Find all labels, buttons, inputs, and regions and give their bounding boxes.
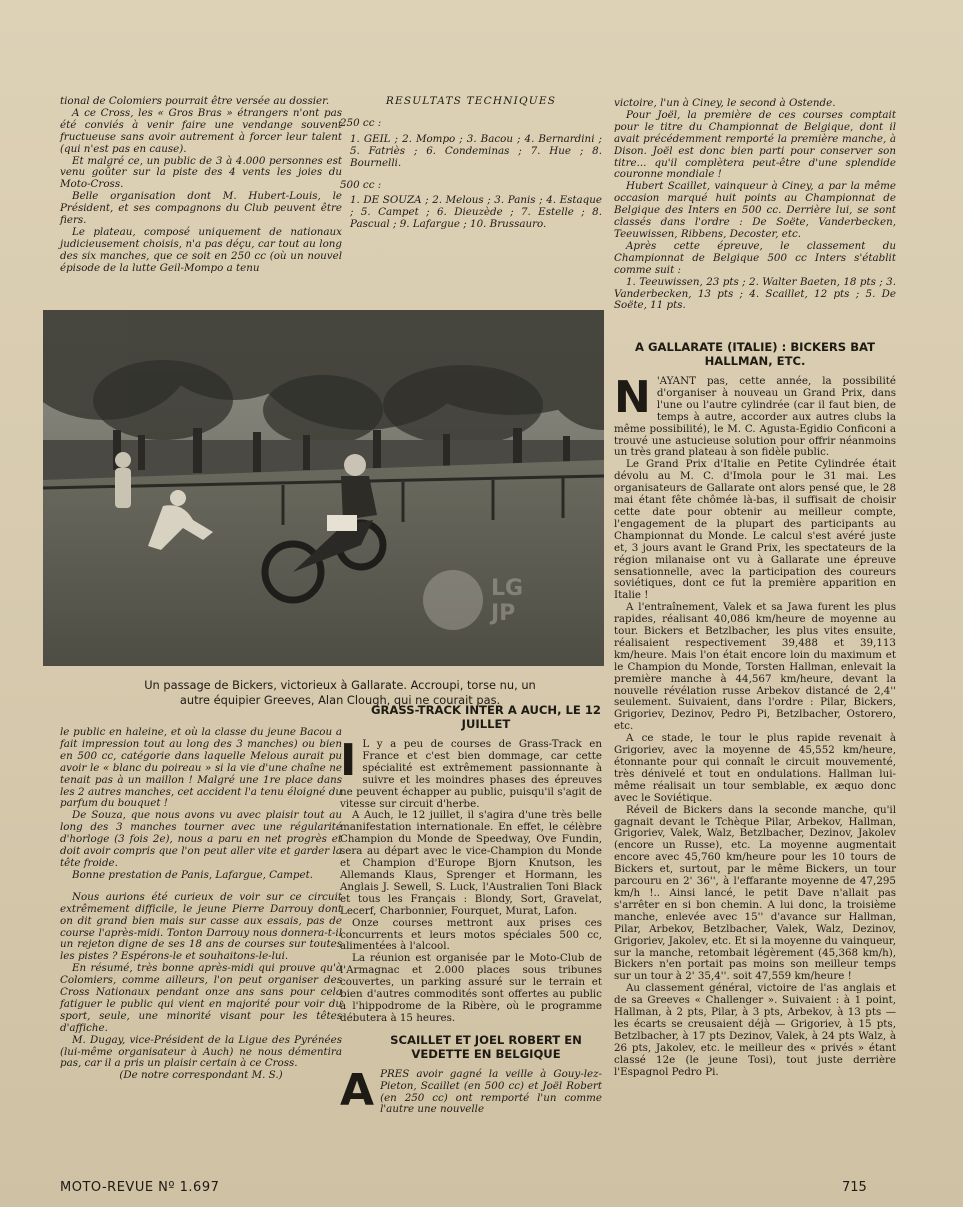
motocross-photo-illustration bbox=[43, 310, 604, 666]
paragraph: A Auch, le 12 juillet, il s'agira d'une très belle manifestation internationale. En effet, le célèbre Champion du Monde de Speedway, Ove Fundin, sera au départ avec le vice-Champion du Monde et Champion d'Europe Bjorn Knutson, les Allemands Klaus, Sprenger et Hormann, les Anglais J. Sewell, S. Luck, l'Australien Toni Black et tous les Français : Blondy, Sort, Gravelat, Lecerf, Charbonnier, Fourquet, Murat, Lafon. bbox=[340, 809, 602, 917]
paragraph: Onze courses mettront aux prises ces concurrents et leurs motos spéciales 500 cc, alimentées à l'alcool. bbox=[340, 916, 602, 953]
paragraph: PRES avoir gagné la veille à Gouy-lez-Pieton, Scaillet (en 500 cc) et Joël Robert (en 250 cc) ont remporté l'un comme l'autre une nouvelle bbox=[380, 1067, 602, 1116]
paragraph: Et malgré ce, un public de 3 à 4.000 personnes est venu goûter sur la piste des 4 vents les joies du Moto-Cross. bbox=[60, 154, 342, 191]
paragraph: En résumé, très bonne après-midi qui prouve qu'à Colomiers, comme ailleurs, l'on peut organiser des Cross Nationaux pendant onze ans sans pour cela fatiguer le public qui vient en majorité pour voir du sport, seule, une minorité visant pour les têtes d'affiche. bbox=[60, 962, 342, 1034]
paragraph: le public en haleine, et où la classe du jeune Bacou a fait impression tout au long des 3 manches) ou bien en 500 cc, catégorie dans laquelle Melous aurait pu avoir le « blanc du poireau » si la vie d'une chaîne ne tenait pas à un maillon ! Malgré une 1re place dans les 2 autres manches, cet accident l'a tenu éloigné du parfum du bouquet ! bbox=[60, 726, 342, 810]
correspondent-credit: (De notre correspondant M. S.) bbox=[119, 1069, 283, 1082]
results-500-heading: 500 cc : bbox=[340, 178, 382, 191]
article-colomiers-intro bbox=[60, 96, 342, 275]
results-500-list: 1. DE SOUZA ; 2. Melous ; 3. Panis ; 4. Estaque ; 5. Campet ; 6. Dieuzède ; 7. Estelle ; 8. Pascual ; 9. Lafargue ; 10. Brussauro. bbox=[350, 194, 602, 231]
paragraph: 1. Teeuwissen, 23 pts ; 2. Walter Baeten, 18 pts ; 3. Vanderbecken, 13 pts ; 4. Scaillet, 12 pts ; 5. De Soëte, 11 pts. bbox=[614, 275, 896, 312]
paragraph: Belle organisation dont M. Hubert-Louis, le Président, et ses compagnons du Club peuvent être fiers. bbox=[60, 190, 342, 227]
paragraph: Après cette épreuve, le classement du Championnat de Belgique 500 cc Inters s'établit comme suit : bbox=[614, 239, 896, 276]
paragraph: Nous aurions été curieux de voir sur ce circuit extrêmement difficile, le jeune Pierre Darrouy dont on dit grand bien mais sur casse aux essais, pas de course l'après-midi. Tonton Darrouy nous donnera-t-il un rejeton digne de ses 18 ans de courses sur toutes les pistes ? Espérons-le et souhaitons-le-lui. bbox=[60, 890, 342, 963]
article-belgique-continued bbox=[614, 98, 896, 312]
article-colomiers-continued bbox=[60, 727, 342, 1082]
gallarate-headline: A GALLARATE (ITALIE) : BICKERS BAT HALLMAN, ETC. bbox=[634, 340, 876, 368]
paragraph: A l'entraînement, Valek et sa Jawa furent les plus rapides, réalisant 40,086 km/heure de moyenne au tour. Bickers et Betzlbacher, les plus vites ensuite, réalisaient respectivement 39,488 et 39,113 km/heure. Mais l'on était encore loin du maximum et le Champion du Monde, Torsten Hallman, enlevait la première manche à 44,567 km/heure, devant la nouvelle révélation russe Arbekov distancé de 2,4'' seulement. Suivaient, dans l'ordre : Pilar, Bickers, Grigoriev, Dezinov, Pedro Pi, Betzlbacher, Ostorero, etc. bbox=[614, 601, 896, 733]
paragraph: A ce Cross, les « Gros Bras » étrangers n'ont pas été conviés à venir faire une vendange souvent fructueuse sans avoir autrement à forcer leur talent (qui n'est pas en cause). bbox=[60, 106, 342, 155]
photo-caption: Un passage de Bickers, victorieux à Gallarate. Accroupi, torse nu, un autre équipier Greeves, Alan Clough, qui ne courait pas. bbox=[144, 678, 536, 707]
dropcap: A bbox=[340, 1064, 375, 1116]
page-number: 715 bbox=[842, 1180, 867, 1195]
paragraph: victoire, l'un à Ciney, le second à Ostende. bbox=[614, 97, 836, 109]
paragraph: De Souza, que nous avons vu avec plaisir tout au long des 3 manches tourner avec une régularité d'horloge (3 fois 2e), nous a paru en net progrès et doit avoir compris que l'on peut aller vite et garder la tête froide. bbox=[60, 809, 342, 869]
results-250-heading: 250 cc : bbox=[340, 116, 382, 129]
svg-text:LG: LG bbox=[491, 576, 524, 601]
paragraph: Au classement général, victoire de l'as anglais et de sa Greeves « Challenger ». Suivaient : à 1 point, Hallman, à 2 pts, Pilar, à 3 pts, Arbekov, à 13 pts — les écarts se creusaient déjà — Grigoriev, à 15 pts, Betzlbacher, à 17 pts Dezinov, Valek, à 24 pts Walz, à 26 pts, Jakolev, etc. le meilleur des « privés » étant classé 12e (le jeune Tosi), tout juste derrière l'Espagnol Pedro Pi. bbox=[614, 982, 896, 1078]
belgique-headline: SCAILLET ET JOEL ROBERT EN VEDETTE EN BELGIQUE bbox=[390, 1032, 582, 1061]
magazine-issue-footer: MOTO-REVUE Nº 1.697 bbox=[60, 1180, 220, 1195]
race-photo bbox=[43, 310, 604, 666]
results-title: RESULTATS TECHNIQUES bbox=[385, 95, 557, 107]
paragraph: Bonne prestation de Panis, Lafargue, Campet. bbox=[72, 868, 314, 881]
paragraph: Pour Joël, la première de ces courses comptait pour le titre du Championnat de Belgique, dont il avait précédemment remporté la première manche, à Dison. Joël est donc bien parti pour conserver son titre... qu'il complètera peut-être d'une splendide couronne mondiale ! bbox=[614, 108, 896, 181]
technical-results bbox=[340, 96, 602, 241]
auch-headline: GRASS-TRACK INTER A AUCH, LE 12 JUILLET bbox=[370, 703, 602, 731]
article-auch-grass-track bbox=[340, 703, 602, 1116]
svg-text:JP: JP bbox=[491, 601, 516, 626]
dropcap: N bbox=[614, 372, 651, 423]
article-gallarate bbox=[614, 340, 896, 1078]
paragraph: Réveil de Bickers dans la seconde manche, qu'il gagnait devant le Tchèque Pilar, Arbekov, Hallman, Grigoriev, Valek, Walz, Betzlbacher, Dezinov, Jakolev (encore un Russe), etc. La moyenne augmentait encore avec 45,760 km/heure pour les 10 tours de Bickers et, surtout, par le même Bickers, un tour parcouru en 2' 36'', à l'effarante moyenne de 47,295 km/h !.. Ainsi lancé, le petit Dave n'allait pas s'arrêter en si bon chemin. A lui donc, la troisième manche, enlevée avec 15'' d'avance sur Hallman, Pilar, Arbekov, Betzlbacher, Valek, Walz, Dezinov, Grigoriev, Jakolev, etc. Et si la moyenne du vainqueur, sur la manche, retombait légèrement (45,368 km/h), Bickers n'en portait pas moins son meilleur temps sur un tour à 2' 35,4''. soit 47,559 km/heure ! bbox=[614, 803, 896, 983]
paragraph: L y a peu de courses de Grass-Track en France et c'est bien dommage, car cette spécialité est extrêmement passionnante à suivre et les moindres phases des épreuves ne peuvent échapper au public, puisqu'il s'agit de vitesse sur circuit d'herbe. bbox=[340, 738, 602, 810]
paragraph: Hubert Scaillet, vainqueur à Ciney, a par la même occasion marqué huit points au Championnat de Belgique des Inters en 500 cc. Derrière lui, se sont classés dans l'ordre : De Soëte, Vanderbecken, Teeuwissen, Ribbens, Decoster, etc. bbox=[614, 180, 896, 240]
paragraph: Le Grand Prix d'Italie en Petite Cylindrée était dévolu au M. C. d'Imola pour le 31 mai. Les organisateurs de Gallarate ont alors pensé que, le 28 mai étant fête chômée là-bas, il suffisait de choisir cette date pour obtenir au meilleur compte, l'engagement de la plupart des participants au Championnat du Monde. Le calcul s'est avéré juste et, 3 jours avant le Grand Prix, les spectateurs de la région milanaise ont vu à Gallarate une épreuve sensationnelle, avec la participation des coureurs soviétiques, dont ce fut la première apparition en Italie ! bbox=[614, 458, 896, 602]
paragraph: A ce stade, le tour le plus rapide revenait à Grigoriev, avec la moyenne de 45,552 km/heure, étonnante pour qui connaît le circuit mouvementé, très dénivelé et tout en ondulations. Hallman lui-même réalisait un tour semblable, ex æquo donc avec le Soviétique. bbox=[614, 732, 896, 804]
dropcap: I bbox=[340, 735, 357, 786]
paragraph: 'AYANT pas, cette année, la possibilité d'organiser à nouveau un Grand Prix, dans l'une ou l'autre cylindrée (car il faut bien, de temps à autre, accorder aux autres clubs la même possibilité), le M. C. Agusta-Egidio Conficoni a trouvé une astucieuse solution pour offrir néanmoins un très grand plateau à son fidèle public. bbox=[614, 375, 896, 459]
paragraph: M. Dugay, vice-Président de la Ligue des Pyrénées (lui-même organisateur à Auch) ne nous démentira pas, car il a pris un plaisir certain à ce Cross. bbox=[60, 1033, 342, 1070]
paragraph: La réunion est organisée par le Moto-Club de l'Armagnac et 2.000 places sous tribunes couvertes, un parking assuré sur le terrain et bien d'autres commodités sont offertes au public à l'hippodrome de la Ribère, où le programme débutera à 15 heures. bbox=[340, 952, 602, 1024]
results-250-list: 1. GEIL ; 2. Mompo ; 3. Bacou ; 4. Bernardini ; 5. Fatriès ; 6. Condeminas ; 7. Hue ; 8. Bournelli. bbox=[350, 132, 602, 169]
paragraph: Le plateau, composé uniquement de nationaux judicieusement choisis, n'a pas déçu, car tout au long des six manches, que ce soit en 250 cc (où un nouvel épisode de la lutte Geil-Mompo a tenu bbox=[60, 225, 342, 274]
watermark-logo-icon bbox=[423, 570, 523, 630]
paragraph: tional de Colomiers pourrait être versée au dossier. bbox=[60, 95, 330, 107]
